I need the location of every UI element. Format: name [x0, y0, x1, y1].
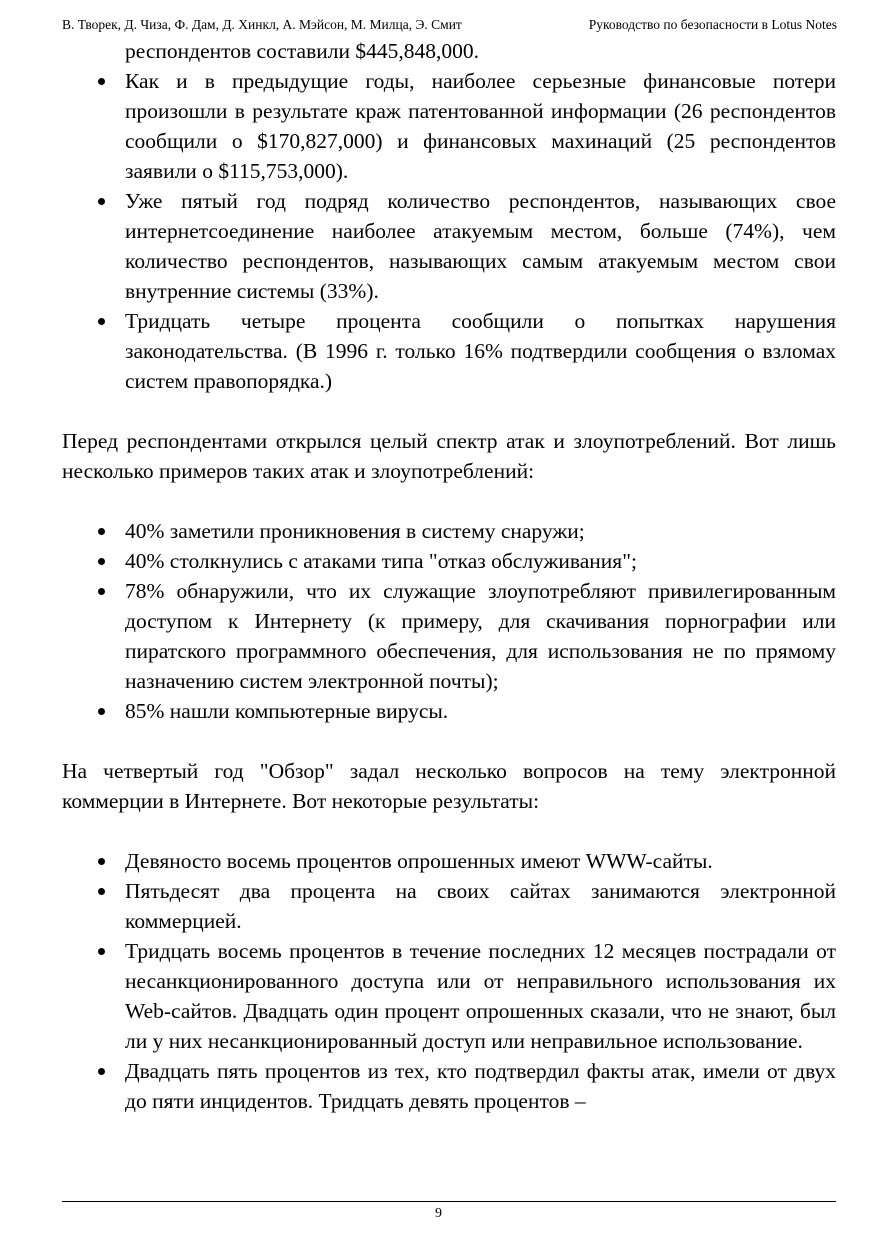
bullet-icon: [98, 888, 105, 895]
list-item-continuation: респондентов составили $445,848,000.: [125, 39, 479, 63]
bullet-icon: [98, 588, 105, 595]
bullet-icon: [98, 78, 105, 85]
bullet-icon: [98, 198, 105, 205]
bullet-icon: [98, 1068, 105, 1075]
list-item-text: 78% обнаружили, что их служащие злоупотребляют привилегированным доступом к Интернету (к примеру, для скачивания порнографии или пиратского программного обеспечения, для использования не по прямому назначению систем электронной почты);: [125, 579, 836, 693]
page-body: [62, 36, 836, 1116]
running-header: [62, 17, 837, 33]
list-item-text: Тридцать четыре процента сообщили о попытках нарушения законодательства. (В 1996 г. только 16% подтвердили сообщения о взломах систем правопорядка.): [125, 309, 836, 393]
list-item-text: Тридцать восемь процентов в течение последних 12 месяцев пострадали от несанкционированного доступа или от неправильного использования их Web-сайтов. Двадцать один процент опрошенных сказали, что не знают, был ли у них несанкционированный доступ или неправильное использование.: [125, 939, 836, 1053]
list-item: [62, 846, 836, 876]
list-item-text: 40% заметили проникновения в систему снаружи;: [125, 519, 585, 543]
list-item: [62, 516, 836, 546]
list-item: [62, 1056, 836, 1116]
bullet-icon: [98, 858, 105, 865]
bullet-list-ecommerce: [62, 846, 836, 1116]
list-item-text: Девяносто восемь процентов опрошенных имеют WWW-сайты.: [125, 849, 713, 873]
list-item: [62, 306, 836, 396]
list-item-text: Пятьдесят два процента на своих сайтах занимаются электронной коммерцией.: [125, 879, 836, 933]
bullet-list-findings: [62, 36, 836, 396]
list-item-text: 40% столкнулись с атаками типа "отказ обслуживания";: [125, 549, 637, 573]
list-item-text: Уже пятый год подряд количество респондентов, называющих свое интернетсоединение наиболее атакуемым местом, больше (74%), чем количество респондентов, называющих самым атакуемым местом свои внутренние системы (33%).: [125, 189, 836, 303]
paragraph-ecommerce-intro: На четвертый год "Обзор" задал несколько вопросов на тему электронной коммерции в Интернете. Вот некоторые результаты:: [62, 759, 836, 813]
bullet-icon: [98, 318, 105, 325]
bullet-icon: [98, 528, 105, 535]
footer-divider: [62, 1201, 836, 1202]
bullet-icon: [98, 948, 105, 955]
list-item-text: Двадцать пять процентов из тех, кто подтвердил факты атак, имели от двух до пяти инцидентов. Тридцать девять процентов –: [125, 1059, 836, 1113]
list-item: [62, 696, 836, 726]
list-item: [62, 576, 836, 696]
page-number: 9: [435, 1206, 442, 1221]
bullet-icon: [98, 708, 105, 715]
bullet-list-attacks: [62, 516, 836, 726]
list-item: [62, 66, 836, 186]
list-item-text: Как и в предыдущие годы, наиболее серьезные финансовые потери произошли в результате краж патентованной информации (26 респондентов сообщили о $170,827,000) и финансовых махинаций (25 респондентов заявили о $115,753,000).: [125, 69, 836, 183]
header-title: Руководство по безопасности в Lotus Notes: [588, 17, 837, 32]
header-authors: В. Творек, Д. Чиза, Ф. Дам, Д. Хинкл, А. Мэйсон, М. Милца, Э. Смит: [62, 17, 462, 32]
list-item: [62, 876, 836, 936]
list-item: [62, 546, 836, 576]
list-item-text: 85% нашли компьютерные вирусы.: [125, 699, 449, 723]
list-item: [62, 936, 836, 1056]
list-item: [62, 186, 836, 306]
paragraph-attacks-intro: Перед респондентами открылся целый спектр атак и злоупотреблений. Вот лишь несколько примеров таких атак и злоупотреблений:: [62, 429, 836, 483]
bullet-icon: [98, 558, 105, 565]
